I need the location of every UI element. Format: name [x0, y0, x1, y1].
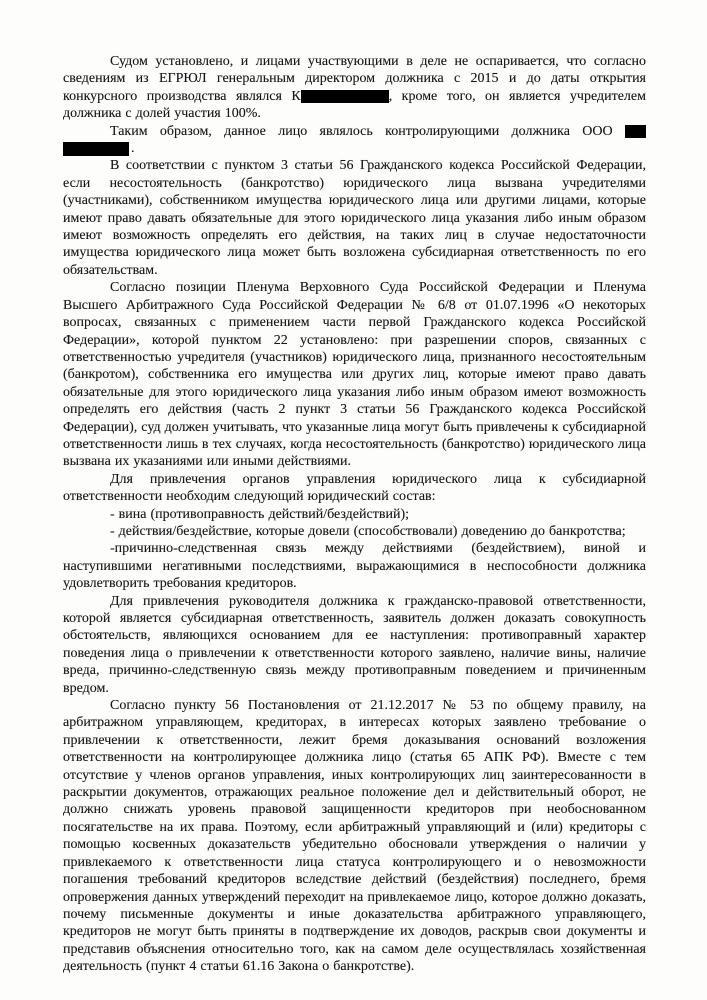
redaction-bar-director-name: [301, 90, 389, 103]
list-item-actions: - действия/бездействие, которые довели (способствовали) доведению до банкротства;: [110, 523, 626, 539]
paragraph-court-findings: [63, 53, 646, 123]
text-block: [63, 53, 646, 976]
paragraph-text: .: [131, 141, 135, 157]
list-item-guilt: - вина (противоправность действий/бездействий);: [110, 506, 409, 522]
paragraph-text: Таким образом, данное лицо являлось контролирующими должника ООО: [110, 123, 613, 139]
paragraph-line: [63, 140, 646, 157]
paragraph-controlling-person: [63, 123, 646, 158]
paragraph-civil-code-art56: В соответствии с пунктом 3 статьи 56 Гражданского кодекса Российской Федерации, если несостоятельность (банкротство) юридического лица вызвана учредителями (участниками), собственником имущества юридического лица или другими лицами, которые имеют право давать обязательные для этого юридического лица указания либо иным образом имеют возможность определять его действия, на таких лиц в случае недостаточности имущества юридического лица может быть возложена субсидиарная ответственность по его обязательствам.: [63, 158, 646, 278]
redaction-bar-company-name-2: [63, 142, 129, 156]
paragraph-line: [63, 123, 646, 140]
paragraph-legal-composition-intro: Для привлечения органов управления юридического лица к субсидиарной ответственности необходим следующий юридический состав:: [63, 471, 646, 505]
list-item-causal-link: -причинно-следственная связь между действиями (бездействием), виной и наступившими негативными последствиями, выражающимися в неспособности должника удовлетворить требования кредиторов.: [63, 541, 646, 592]
paragraph-plenum-position: Согласно позиции Пленума Верховного Суда Российской Федерации и Пленума Высшего Арбитражного Суда Российской Федерации № 6/8 от 01.07.1996 «О некоторых вопросах, связанных с применением части первой Гражданского кодекса Российской Федерации», которой пунктом 22 установлено: при разрешении споров, связанных с ответственностью учредителя (участников) юридического лица, признанного несостоятельным (банкротом), собственника его имущества или других лиц, которые имеют право давать обязательные для этого юридического лица указания либо иным образом имеют возможность определять его действия (часть 2 пункт 3 статьи 56 Гражданского кодекса Российской Федерации), суд должен учитывать, что указанные лица могут быть привлечены к субсидиарной ответственности лишь в тех случаях, когда несостоятельность (банкротство) юридического лица вызвана их указаниями или иными действиями.: [63, 280, 646, 470]
paragraph-liability-proof: Для привлечения руководителя должника к гражданско-правовой ответственности, которой является субсидиарная ответственность, заявитель должен доказать совокупность обстоятельств, являющихся основанием для ее наступления: противоправный характер поведения лица о привлечении к ответственности которого заявлено, наличие вины, наличие вреда, причинно-следственную связь между противоправным поведением и причиненным вредом.: [63, 593, 646, 696]
paragraph-text: , кроме того, он является учредителем должника с долей участия 100%.: [63, 88, 646, 122]
paragraph-text: Судом установлено, и лицами участвующими в деле не оспаривается, что согласно сведениям из ЕГРЮЛ генеральным директором должника с 2015 и до даты открытия конкурсного производства являлся К: [63, 54, 646, 104]
paragraph-resolution-53: Согласно пункту 56 Постановления от 21.12.2017 № 53 по общему правилу, на арбитражном управляющем, кредиторах, в интересах которых заявлено требование о привлечении к ответственности, лежит бремя доказывания оснований возложения ответственности на контролирующее должника лицо (статья 65 АПК РФ). Вместе с тем отсутствие у членов органов управления, иных контролирующих лиц заинтересованности в раскрытии документов, отражающих реальное положение дел и действительный оборот, не должно снижать уровень правовой защищенности кредиторов при необоснованном посягательстве на их права. Поэтому, если арбитражный управляющий и (или) кредиторы с помощью косвенных доказательств убедительно обосновали утверждения о наличии у привлекаемого к ответственности лица статуса контролирующего и о невозможности погашения требований кредиторов вследствие действий (бездействия) последнего, бремя опровержения данных утверждений переходит на привлекаемое лицо, которое должно доказать, почему письменные документы и иные доказательства арбитражного управляющего, кредиторов не могут быть приняты в подтверждение их доводов, раскрыв свои документы и представив объяснения относительно того, как на самом деле осуществлялась хозяйственная деятельность (пункт 4 статьи 61.16 Закона о банкротстве).: [63, 698, 646, 975]
redaction-bar-company-name-1: [625, 125, 646, 138]
